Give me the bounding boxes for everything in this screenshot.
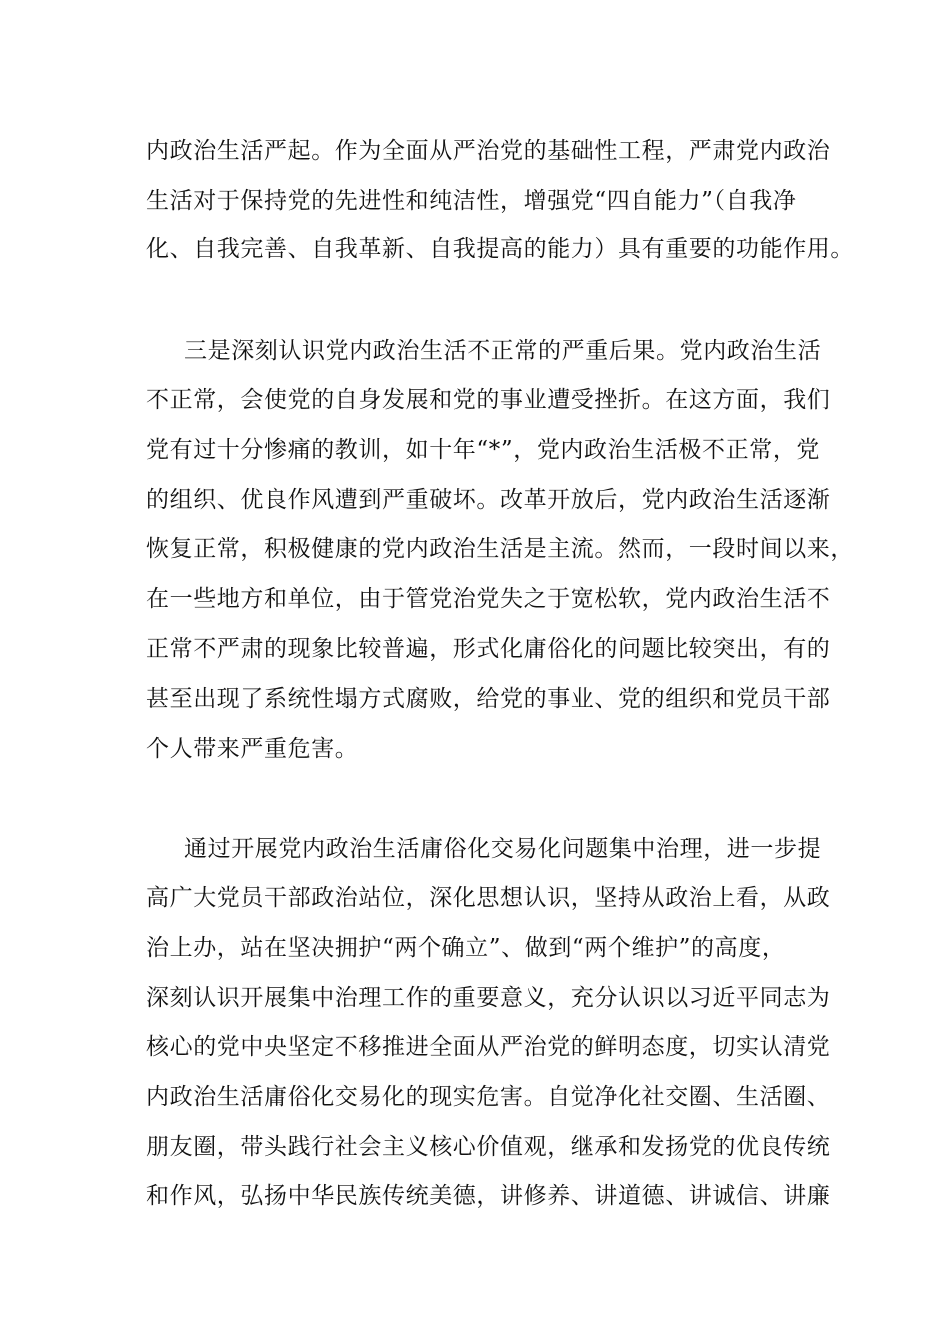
paragraph-line: 正常不严肃的现象比较普遍，形式化庸俗化的问题比较突出，有的	[146, 636, 831, 662]
paragraph-line: 高广大党员干部政治站位，深化思想认识，坚持从政治上看，从政	[146, 885, 831, 911]
paragraph-line: 化、自我完善、自我革新、自我提高的能力）具有重要的功能作用。	[146, 236, 854, 262]
paragraph-line: 党有过十分惨痛的教训，如十年“*”，党内政治生活极不正常，党	[146, 437, 821, 463]
paragraph-line: 的组织、优良作风遭到严重破坏。改革开放后，党内政治生活逐渐	[146, 487, 831, 513]
paragraph-line: 内政治生活严起。作为全面从严治党的基础性工程，严肃党内政治	[146, 138, 831, 164]
paragraph-line: 在一些地方和单位，由于管党治党失之于宽松软，党内政治生活不	[146, 586, 831, 612]
paragraph-line: 和作风，弘扬中华民族传统美德，讲修养、讲道德、讲诚信、讲廉	[146, 1183, 831, 1209]
paragraph-line: 三是深刻认识党内政治生活不正常的严重后果。党内政治生活	[184, 338, 822, 364]
paragraph-line: 治上办，站在坚决拥护“两个确立”、做到“两个维护”的高度，	[146, 935, 786, 961]
paragraph-line: 不正常，会使党的自身发展和党的事业遭受挫折。在这方面，我们	[146, 387, 831, 413]
paragraph-line: 朋友圈，带头践行社会主义核心价值观，继承和发扬党的优良传统	[146, 1134, 831, 1160]
paragraph-line: 个人带来严重危害。	[146, 736, 359, 762]
paragraph-line: 恢复正常，积极健康的党内政治生活是主流。然而，一段时间以来，	[146, 536, 854, 562]
paragraph-line: 通过开展党内政治生活庸俗化交易化问题集中治理，进一步提	[184, 836, 822, 862]
paragraph-line: 核心的党中央坚定不移推进全面从严治党的鲜明态度，切实认清党	[146, 1034, 831, 1060]
paragraph-line: 内政治生活庸俗化交易化的现实危害。自觉净化社交圈、生活圈、	[146, 1084, 831, 1110]
paragraph-line: 深刻认识开展集中治理工作的重要意义，充分认识以习近平同志为	[146, 985, 831, 1011]
paragraph-line: 甚至出现了系统性塌方式腐败，给党的事业、党的组织和党员干部	[146, 686, 831, 712]
paragraph-line: 生活对于保持党的先进性和纯洁性，增强党“四自能力”（自我净	[146, 188, 797, 214]
